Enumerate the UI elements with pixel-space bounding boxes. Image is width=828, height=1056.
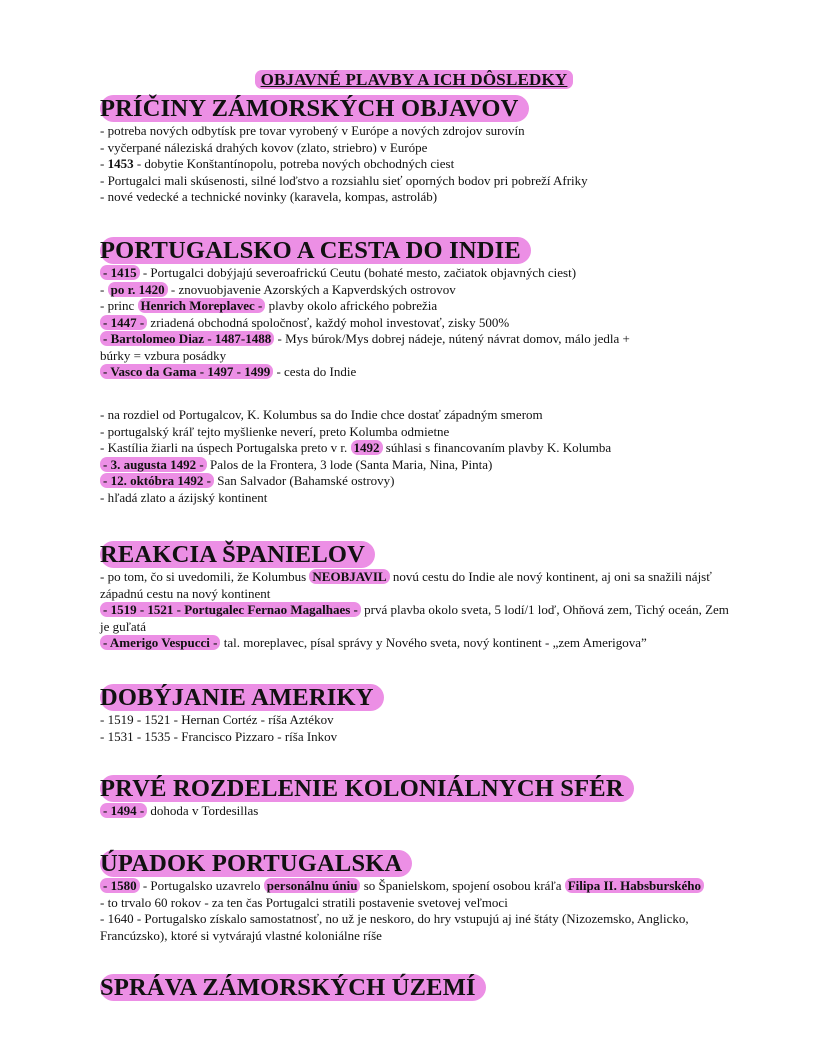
highlight: - Amerigo Vespucci -	[100, 635, 220, 650]
bullet-line	[100, 803, 740, 820]
highlight: Filipa II. Habsburského	[565, 878, 704, 893]
bullet-line	[100, 878, 740, 895]
bullet-text: - Mys búrok/Mys dobrej nádeje, nútený návrat domov, málo jedla + búrky = vzbura posádky	[100, 331, 630, 363]
bullet-line: - Portugalci mali skúsenosti, silné loďstvo a rozsiahlu sieť oporných bodov pri pobreží Afriky	[100, 172, 588, 188]
bullet-line	[100, 473, 740, 490]
bullet-text: tal. moreplavec, písal správy y Nového sveta, nový kontinent - „zem Amerigova”	[220, 635, 647, 650]
bullet-text: plavby okolo afrického pobrežia	[265, 298, 438, 313]
highlight: - 1580	[100, 878, 140, 893]
section-heading	[100, 237, 740, 264]
bullet-line: - po r. 1420 - znovuobjavenie Azorských a Kapverdských ostrovov	[100, 281, 456, 297]
section-reakcia	[100, 541, 740, 652]
bullet-text: - Kastília žiarli na úspech Portugalska preto v r.	[100, 440, 351, 455]
bullet-line	[100, 331, 660, 364]
section-priciny	[100, 95, 740, 206]
bullet-text: - princ	[100, 298, 138, 313]
bold-year: 1453	[107, 156, 134, 171]
bullet-line: - to trvalo 60 rokov - za ten čas Portugalci stratili postavenie svetovej veľmoci	[100, 894, 508, 910]
section-heading-text: DOBÝJANIE AMERIKY	[100, 684, 384, 711]
section-heading	[100, 850, 740, 877]
highlight: - 1519 - 1521 - Portugalec Fernao Magalhaes -	[100, 602, 361, 617]
bullet-line: - 1519 - 1521 - Hernan Cortéz - ríša Aztékov	[100, 712, 334, 727]
highlight: po r. 1420	[108, 282, 168, 297]
section-heading-text: ÚPADOK PORTUGALSKA	[100, 850, 412, 877]
bullet-text: - dobytie Konštantínopolu, potreba nových obchodných ciest	[133, 156, 455, 171]
bullet-text: Palos de la Frontera, 3 lode (Santa Maria, Nina, Pinta)	[206, 456, 493, 472]
section-heading	[100, 775, 740, 802]
bullet-text: - znovuobjavenie Azorských a Kapverdských ostrovov	[167, 281, 456, 297]
highlight: - 1447 -	[100, 315, 147, 330]
section-heading	[100, 684, 740, 711]
bullet-text: San Salvador (Bahamské ostrovy)	[213, 473, 395, 488]
section-heading-text: PRVÉ ROZDELENIE KOLONIÁLNYCH SFÉR	[100, 775, 634, 802]
highlight: - 3. augusta 1492 -	[100, 457, 207, 472]
bullet-line	[100, 440, 740, 457]
bullet-text: - Portugalci dobýjajú severoafrickú Ceutu (bohaté mesto, začiatok objavných ciest)	[139, 265, 577, 280]
bullet-line: - portugalský kráľ tejto myšlienke neverí, preto Kolumba odmietne	[100, 423, 450, 439]
document-title	[0, 70, 828, 90]
bullet-line	[100, 298, 740, 315]
section-sprava	[100, 974, 740, 1002]
highlight: personálnu úniu	[264, 878, 361, 893]
bullet-line: - nové vedecké a technické novinky (karavela, kompas, astroláb)	[100, 189, 438, 204]
bullet-line: - vyčerpané náleziská drahých kovov (zlato, striebro) v Európe	[100, 139, 428, 155]
section-heading-text: SPRÁVA ZÁMORSKÝCH ÚZEMÍ	[100, 974, 486, 1001]
highlight: - 1494 -	[100, 803, 147, 818]
highlight: - 1415	[100, 265, 140, 280]
bullet-line	[100, 635, 740, 652]
highlight: 1492	[351, 440, 383, 455]
highlight: - Bartolomeo Diaz - 1487-1488	[100, 331, 274, 346]
bullet-text: dohoda v Tordesillas	[147, 803, 259, 818]
highlight: - 12. októbra 1492 -	[100, 473, 214, 488]
section-dobyjanie	[100, 684, 740, 745]
bullet-text: - po tom, čo si uvedomili, že Kolumbus	[100, 569, 310, 584]
section-rozdelenie	[100, 775, 740, 820]
section-portugalsko	[100, 237, 740, 381]
section-upadok	[100, 850, 740, 944]
bullet-text: novú cestu do Indie ale nový kontinent, aj oni sa snažili nájsť západnú cestu na nový kontinent	[100, 569, 712, 601]
bullet-line: - potreba nových odbytísk pre tovar vyrobený v Európe a nových zdrojov surovín	[100, 123, 525, 138]
section-heading	[100, 974, 740, 1001]
bullet-line	[100, 569, 740, 602]
highlight: NEOBJAVIL	[309, 569, 389, 584]
bullet-line: - 1453 - dobytie Konštantínopolu, potreba nových obchodných ciest	[100, 156, 455, 171]
document-title-text: OBJAVNÉ PLAVBY A ICH DÔSLEDKY	[255, 70, 574, 89]
bullet-text: - cesta do Indie	[273, 364, 357, 379]
section-heading-text: PRÍČINY ZÁMORSKÝCH OBJAVOV	[100, 95, 529, 122]
bullet-line: - 1531 - 1535 - Francisco Pizzaro - ríša Inkov	[100, 728, 338, 744]
bullet-line	[100, 265, 740, 282]
bullet-text: súhlasi s financovaním plavby K. Kolumba	[382, 440, 612, 455]
bullet-line	[100, 457, 740, 474]
bullet-line: - 1640 - Portugalsko získalo samostatnosť, no už je neskoro, do hry vstupujú aj iné štáty (Nizozemsko, Anglicko, Francúzsko), ktoré si vytvárajú vlastné koloniálne ríše	[100, 911, 689, 943]
bullet-line: - hľadá zlato a ázijský kontinent	[100, 489, 268, 505]
bullet-line	[100, 364, 740, 381]
bullet-line: - na rozdiel od Portugalcov, K. Kolumbus sa do Indie chce dostať západným smerom	[100, 407, 543, 422]
bullet-line	[100, 602, 740, 635]
section-heading	[100, 541, 740, 568]
bullet-text: zriadená obchodná spoločnosť, každý mohol investovať, zisky 500%	[147, 314, 510, 330]
section-heading-text: PORTUGALSKO A CESTA DO INDIE	[100, 237, 531, 264]
bullet-line	[100, 315, 740, 332]
highlight: Henrich Moreplavec -	[138, 298, 266, 313]
section-heading-text: REAKCIA ŠPANIELOV	[100, 541, 375, 568]
bullet-text: prvá plavba okolo sveta, 5 lodí/1 loď, Ohňová zem, Tichý oceán, Zem je guľatá	[100, 602, 729, 634]
bullet-text: - Portugalsko uzavrelo	[139, 878, 264, 893]
bullet-text: so Španielskom, spojení osobou kráľa	[360, 878, 565, 893]
section-heading	[100, 95, 740, 122]
section-kolumbus	[100, 407, 740, 506]
highlight: - Vasco da Gama - 1497 - 1499	[100, 364, 273, 379]
